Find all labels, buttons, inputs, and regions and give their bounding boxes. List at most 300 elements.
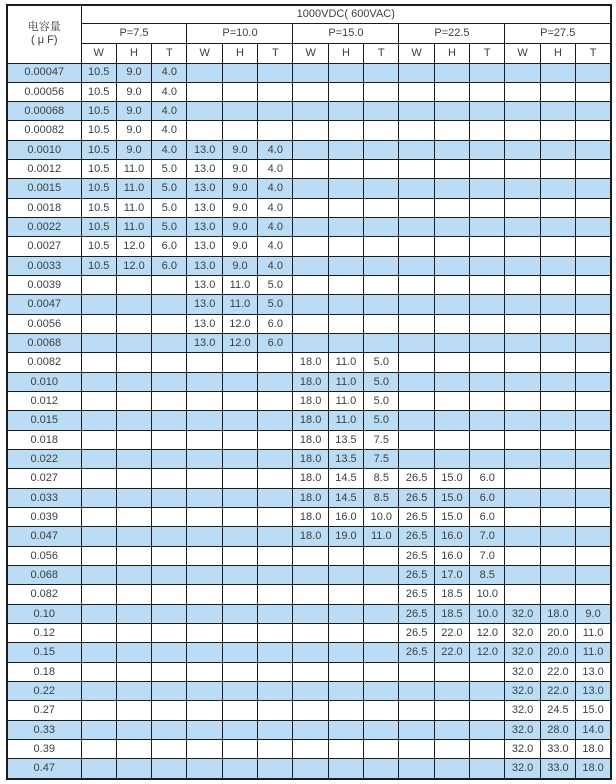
dimension-cell xyxy=(576,276,611,295)
dimension-cell: 9.0 xyxy=(222,218,257,237)
dimension-cell xyxy=(258,63,293,82)
dimension-cell: 14.5 xyxy=(328,488,363,507)
dimension-cell xyxy=(222,372,257,391)
dimension-cell xyxy=(152,430,187,449)
dimension-cell xyxy=(258,469,293,488)
dimension-cell xyxy=(328,140,363,159)
dimension-cell xyxy=(540,450,575,469)
dimension-cell xyxy=(470,411,505,430)
dimension-cell xyxy=(364,334,399,353)
dimension-cell: 10.5 xyxy=(81,198,116,217)
dimension-cell xyxy=(399,102,434,121)
dimension-cell xyxy=(576,450,611,469)
dim-header-h: H xyxy=(328,43,363,63)
dimension-cell xyxy=(470,160,505,179)
dimension-cell xyxy=(187,450,222,469)
dimension-cell xyxy=(576,295,611,314)
pitch-group-header-p27-5: P=27.5 xyxy=(505,23,611,43)
dimension-cell xyxy=(434,140,469,159)
dimension-cell: 26.5 xyxy=(399,624,434,643)
dimension-cell xyxy=(399,334,434,353)
dimension-cell xyxy=(505,469,540,488)
dimension-cell: 5.0 xyxy=(152,179,187,198)
dimension-cell xyxy=(81,566,116,585)
dimension-cell xyxy=(293,121,328,140)
dimension-cell xyxy=(364,179,399,198)
table-row xyxy=(7,585,611,604)
dimension-cell xyxy=(187,720,222,739)
dimension-cell xyxy=(81,701,116,720)
dimension-cell xyxy=(540,585,575,604)
dimension-cell xyxy=(399,179,434,198)
dimension-cell xyxy=(540,237,575,256)
dimension-cell xyxy=(152,469,187,488)
capacitance-value: 0.0068 xyxy=(7,334,81,353)
dimension-cell xyxy=(470,392,505,411)
dimension-cell xyxy=(152,739,187,758)
dimension-cell xyxy=(81,624,116,643)
dimension-cell xyxy=(258,411,293,430)
table-row xyxy=(7,430,611,449)
dimension-cell xyxy=(328,585,363,604)
dimension-cell: 8.5 xyxy=(470,566,505,585)
dim-header-t: T xyxy=(364,43,399,63)
dimension-cell: 13.0 xyxy=(187,179,222,198)
dim-header-w: W xyxy=(293,43,328,63)
dimension-cell: 13.0 xyxy=(187,334,222,353)
dimension-cell xyxy=(505,256,540,275)
capacitance-value: 0.039 xyxy=(7,508,81,527)
table-row xyxy=(7,701,611,720)
dimension-cell: 10.5 xyxy=(81,256,116,275)
dim-header-h: H xyxy=(116,43,151,63)
dimension-cell: 22.0 xyxy=(540,662,575,681)
dimension-cell xyxy=(576,140,611,159)
table-row xyxy=(7,237,611,256)
table-row xyxy=(7,276,611,295)
capacitance-value: 0.018 xyxy=(7,430,81,449)
table-row xyxy=(7,198,611,217)
dimension-cell xyxy=(576,218,611,237)
dimension-cell: 11.0 xyxy=(576,643,611,662)
dimension-cell: 33.0 xyxy=(540,739,575,758)
dimension-cell xyxy=(399,256,434,275)
dimension-cell xyxy=(470,682,505,701)
dimension-cell: 24.5 xyxy=(540,701,575,720)
dimension-cell: 18.0 xyxy=(293,372,328,391)
dimension-cell xyxy=(152,604,187,623)
dimension-cell xyxy=(187,682,222,701)
dimension-cell xyxy=(540,372,575,391)
dimension-cell xyxy=(222,682,257,701)
dimension-cell xyxy=(470,662,505,681)
dimension-cell: 9.0 xyxy=(116,121,151,140)
table-row xyxy=(7,527,611,546)
dimension-cell xyxy=(293,701,328,720)
table-row xyxy=(7,63,611,82)
capacitance-value: 0.12 xyxy=(7,624,81,643)
dimension-cell: 6.0 xyxy=(152,256,187,275)
dimension-cell xyxy=(152,720,187,739)
table-row xyxy=(7,160,611,179)
dimension-cell xyxy=(187,411,222,430)
dimension-cell xyxy=(222,566,257,585)
dimension-cell xyxy=(152,488,187,507)
dimension-cell xyxy=(222,102,257,121)
dimension-cell: 11.0 xyxy=(222,276,257,295)
dimension-cell xyxy=(505,140,540,159)
dimension-cell: 5.0 xyxy=(364,411,399,430)
dimension-cell xyxy=(116,334,151,353)
dimension-cell xyxy=(470,701,505,720)
capacitance-value: 0.00068 xyxy=(7,102,81,121)
capacitance-value: 0.0039 xyxy=(7,276,81,295)
dimension-cell xyxy=(152,546,187,565)
dimension-cell xyxy=(364,585,399,604)
dimension-cell: 18.0 xyxy=(293,469,328,488)
dimension-cell xyxy=(81,739,116,758)
dimension-cell xyxy=(187,624,222,643)
dimension-cell: 9.0 xyxy=(222,160,257,179)
dimension-cell xyxy=(293,198,328,217)
dimension-cell: 32.0 xyxy=(505,759,540,779)
capacitance-value: 0.39 xyxy=(7,739,81,758)
dimension-cell xyxy=(434,450,469,469)
dimension-cell xyxy=(116,701,151,720)
dimension-cell xyxy=(540,334,575,353)
dimension-cell xyxy=(328,63,363,82)
dimension-cell: 6.0 xyxy=(258,314,293,333)
table-row xyxy=(7,624,611,643)
dimension-cell: 10.0 xyxy=(470,604,505,623)
dimension-cell: 11.0 xyxy=(116,179,151,198)
dimension-cell: 32.0 xyxy=(505,662,540,681)
dimension-cell xyxy=(187,102,222,121)
dimension-cell: 19.0 xyxy=(328,527,363,546)
dim-header-t: T xyxy=(576,43,611,63)
dimension-cell xyxy=(576,160,611,179)
dimension-cell xyxy=(81,662,116,681)
dimension-cell xyxy=(328,682,363,701)
dimension-cell xyxy=(505,508,540,527)
dimension-cell xyxy=(116,276,151,295)
dimension-cell xyxy=(434,353,469,372)
dimension-cell xyxy=(258,701,293,720)
capacitance-value: 0.056 xyxy=(7,546,81,565)
dimension-cell xyxy=(116,508,151,527)
capacitance-value: 0.10 xyxy=(7,604,81,623)
dimension-cell xyxy=(505,121,540,140)
table-row xyxy=(7,102,611,121)
dimension-cell xyxy=(293,662,328,681)
dimension-cell xyxy=(364,256,399,275)
dimension-cell xyxy=(434,372,469,391)
dimension-cell xyxy=(399,198,434,217)
dimension-cell xyxy=(470,430,505,449)
dimension-cell xyxy=(576,546,611,565)
dimension-cell: 5.0 xyxy=(258,295,293,314)
dimension-cell: 10.5 xyxy=(81,140,116,159)
dimension-cell xyxy=(505,430,540,449)
table-row xyxy=(7,140,611,159)
dimension-cell xyxy=(116,430,151,449)
dimension-cell xyxy=(364,546,399,565)
table-row xyxy=(7,450,611,469)
dimension-cell: 18.0 xyxy=(293,392,328,411)
dimension-cell: 8.5 xyxy=(364,488,399,507)
dimension-cell xyxy=(576,508,611,527)
dimension-cell: 4.0 xyxy=(152,102,187,121)
dimension-cell xyxy=(328,546,363,565)
dimension-cell: 7.5 xyxy=(364,430,399,449)
dimension-cell xyxy=(434,411,469,430)
dimension-cell: 13.0 xyxy=(576,682,611,701)
dimension-cell: 9.0 xyxy=(116,63,151,82)
capacitance-value: 0.00082 xyxy=(7,121,81,140)
dimension-cell xyxy=(540,430,575,449)
table-row xyxy=(7,353,611,372)
dimension-cell xyxy=(116,450,151,469)
dimension-cell xyxy=(399,662,434,681)
dimension-cell xyxy=(505,411,540,430)
table-row xyxy=(7,508,611,527)
dimension-cell xyxy=(152,276,187,295)
dimension-cell: 12.0 xyxy=(470,643,505,662)
dimension-cell xyxy=(328,604,363,623)
dimension-cell xyxy=(576,314,611,333)
dimension-cell xyxy=(576,198,611,217)
dimension-cell xyxy=(222,469,257,488)
dimension-cell xyxy=(293,256,328,275)
capacitance-value: 0.0018 xyxy=(7,198,81,217)
dimension-cell: 13.5 xyxy=(328,430,363,449)
dimension-cell xyxy=(576,102,611,121)
dimension-cell xyxy=(540,160,575,179)
dimension-cell xyxy=(434,276,469,295)
dimension-cell: 10.5 xyxy=(81,218,116,237)
dimension-cell: 11.0 xyxy=(364,527,399,546)
dimension-cell: 10.5 xyxy=(81,121,116,140)
dimension-cell xyxy=(328,237,363,256)
dimension-cell xyxy=(293,334,328,353)
dimension-cell xyxy=(152,643,187,662)
dimension-cell: 11.0 xyxy=(576,624,611,643)
dimension-cell xyxy=(505,353,540,372)
dimension-cell xyxy=(187,508,222,527)
dimension-cell xyxy=(222,759,257,779)
dimension-cell: 26.5 xyxy=(399,566,434,585)
dimension-cell xyxy=(470,720,505,739)
dimension-cell xyxy=(116,353,151,372)
dimension-cell xyxy=(258,624,293,643)
capacitance-value: 0.33 xyxy=(7,720,81,739)
dimension-cell xyxy=(576,585,611,604)
dimension-cell xyxy=(293,237,328,256)
dimension-cell: 32.0 xyxy=(505,739,540,758)
dimension-cell xyxy=(540,488,575,507)
dimension-cell xyxy=(505,372,540,391)
dimension-cell xyxy=(576,179,611,198)
dimension-cell: 6.0 xyxy=(258,334,293,353)
dimension-cell: 13.0 xyxy=(187,160,222,179)
dimension-cell xyxy=(116,392,151,411)
dimension-cell: 4.0 xyxy=(152,63,187,82)
dimension-cell xyxy=(328,198,363,217)
dimension-cell xyxy=(187,546,222,565)
dimension-cell xyxy=(399,411,434,430)
dimension-cell: 11.0 xyxy=(328,392,363,411)
dimension-cell: 4.0 xyxy=(258,140,293,159)
dimension-cell xyxy=(434,739,469,758)
dimension-cell xyxy=(81,392,116,411)
dimension-cell: 32.0 xyxy=(505,643,540,662)
dimension-cell xyxy=(399,372,434,391)
dimension-cell xyxy=(293,624,328,643)
dimension-cell xyxy=(364,160,399,179)
capacitance-value: 0.22 xyxy=(7,682,81,701)
dimension-cell xyxy=(505,276,540,295)
dimension-cell: 16.0 xyxy=(328,508,363,527)
dimension-cell xyxy=(434,759,469,779)
dimension-cell: 17.0 xyxy=(434,566,469,585)
dimension-cell: 18.0 xyxy=(293,353,328,372)
dimension-cell xyxy=(540,566,575,585)
dimension-cell: 11.0 xyxy=(116,198,151,217)
dimension-cell xyxy=(81,411,116,430)
dimension-cell xyxy=(434,237,469,256)
dimension-cell: 10.0 xyxy=(470,585,505,604)
dimension-cell xyxy=(470,353,505,372)
dimension-cell xyxy=(399,682,434,701)
dimension-cell: 33.0 xyxy=(540,759,575,779)
table-row xyxy=(7,334,611,353)
dimension-cell: 9.0 xyxy=(116,102,151,121)
dimension-cell: 9.0 xyxy=(222,256,257,275)
dimension-cell xyxy=(222,353,257,372)
capacitance-value: 0.0012 xyxy=(7,160,81,179)
dimension-cell xyxy=(364,218,399,237)
dimension-cell xyxy=(434,63,469,82)
dimension-cell xyxy=(222,411,257,430)
capacitance-value: 0.0082 xyxy=(7,353,81,372)
dimension-cell xyxy=(505,488,540,507)
capacitance-value: 0.022 xyxy=(7,450,81,469)
dimension-cell: 18.5 xyxy=(434,604,469,623)
dimension-cell xyxy=(258,121,293,140)
dimension-cell xyxy=(293,682,328,701)
dim-header-w: W xyxy=(399,43,434,63)
dimension-cell: 10.5 xyxy=(81,237,116,256)
dimension-cell: 5.0 xyxy=(152,198,187,217)
dimension-cell xyxy=(434,314,469,333)
dimension-cell xyxy=(364,198,399,217)
dimension-cell xyxy=(81,450,116,469)
dimension-cell xyxy=(187,643,222,662)
dimension-cell xyxy=(222,430,257,449)
dimension-cell xyxy=(293,140,328,159)
dimension-cell xyxy=(81,469,116,488)
dimension-cell: 18.0 xyxy=(293,527,328,546)
dimension-cell xyxy=(152,759,187,779)
dimension-cell xyxy=(364,566,399,585)
dimension-cell xyxy=(434,179,469,198)
dimension-cell xyxy=(152,411,187,430)
dimension-cell xyxy=(364,624,399,643)
dimension-cell xyxy=(540,102,575,121)
capacitance-value: 0.0022 xyxy=(7,218,81,237)
dimension-cell: 7.0 xyxy=(470,546,505,565)
dimension-cell: 32.0 xyxy=(505,720,540,739)
capacitance-header-label: 电容量 xyxy=(27,20,61,33)
table-row xyxy=(7,179,611,198)
dimension-cell: 10.5 xyxy=(81,82,116,101)
dimension-cell: 15.0 xyxy=(434,508,469,527)
dimension-cell xyxy=(434,160,469,179)
dimension-cell xyxy=(222,392,257,411)
capacitance-value: 0.47 xyxy=(7,759,81,779)
dimension-cell xyxy=(505,160,540,179)
dimension-cell: 26.5 xyxy=(399,469,434,488)
dimension-cell xyxy=(505,585,540,604)
dimension-cell xyxy=(152,372,187,391)
dimension-cell xyxy=(576,488,611,507)
dimension-cell: 4.0 xyxy=(152,82,187,101)
dimension-cell: 15.0 xyxy=(434,469,469,488)
dimension-cell xyxy=(293,160,328,179)
dimension-cell xyxy=(116,411,151,430)
dimension-cell xyxy=(399,314,434,333)
dimension-cell: 13.0 xyxy=(187,140,222,159)
dimension-cell xyxy=(540,276,575,295)
dimension-cell xyxy=(328,566,363,585)
dimension-cell xyxy=(399,701,434,720)
dimension-cell xyxy=(399,63,434,82)
capacitance-value: 0.047 xyxy=(7,527,81,546)
dimension-cell xyxy=(81,314,116,333)
table-row xyxy=(7,566,611,585)
dimension-cell xyxy=(152,392,187,411)
pitch-group-header-p7-5: P=7.5 xyxy=(81,23,187,43)
dimension-cell xyxy=(116,739,151,758)
dimension-cell: 15.0 xyxy=(434,488,469,507)
dimension-cell xyxy=(293,314,328,333)
dimension-cell xyxy=(187,604,222,623)
dimension-cell xyxy=(116,759,151,779)
dimension-cell: 18.0 xyxy=(293,411,328,430)
dimension-cell: 18.0 xyxy=(293,450,328,469)
dimension-cell xyxy=(399,450,434,469)
dimension-cell: 22.0 xyxy=(434,643,469,662)
dimension-cell xyxy=(222,604,257,623)
dimension-cell xyxy=(470,218,505,237)
dimension-cell xyxy=(434,430,469,449)
dimension-cell: 10.5 xyxy=(81,102,116,121)
dimension-cell: 10.0 xyxy=(364,508,399,527)
dimension-cell xyxy=(293,739,328,758)
dimension-cell: 11.0 xyxy=(328,353,363,372)
dimension-cell xyxy=(258,102,293,121)
dimension-cell: 13.0 xyxy=(187,256,222,275)
table-row xyxy=(7,256,611,275)
dimension-cell xyxy=(505,295,540,314)
dimension-cell xyxy=(364,63,399,82)
dimension-cell xyxy=(222,624,257,643)
dimension-cell xyxy=(116,546,151,565)
dimension-cell xyxy=(258,566,293,585)
dimension-cell xyxy=(152,314,187,333)
dimension-cell xyxy=(293,759,328,779)
dimension-cell xyxy=(222,585,257,604)
